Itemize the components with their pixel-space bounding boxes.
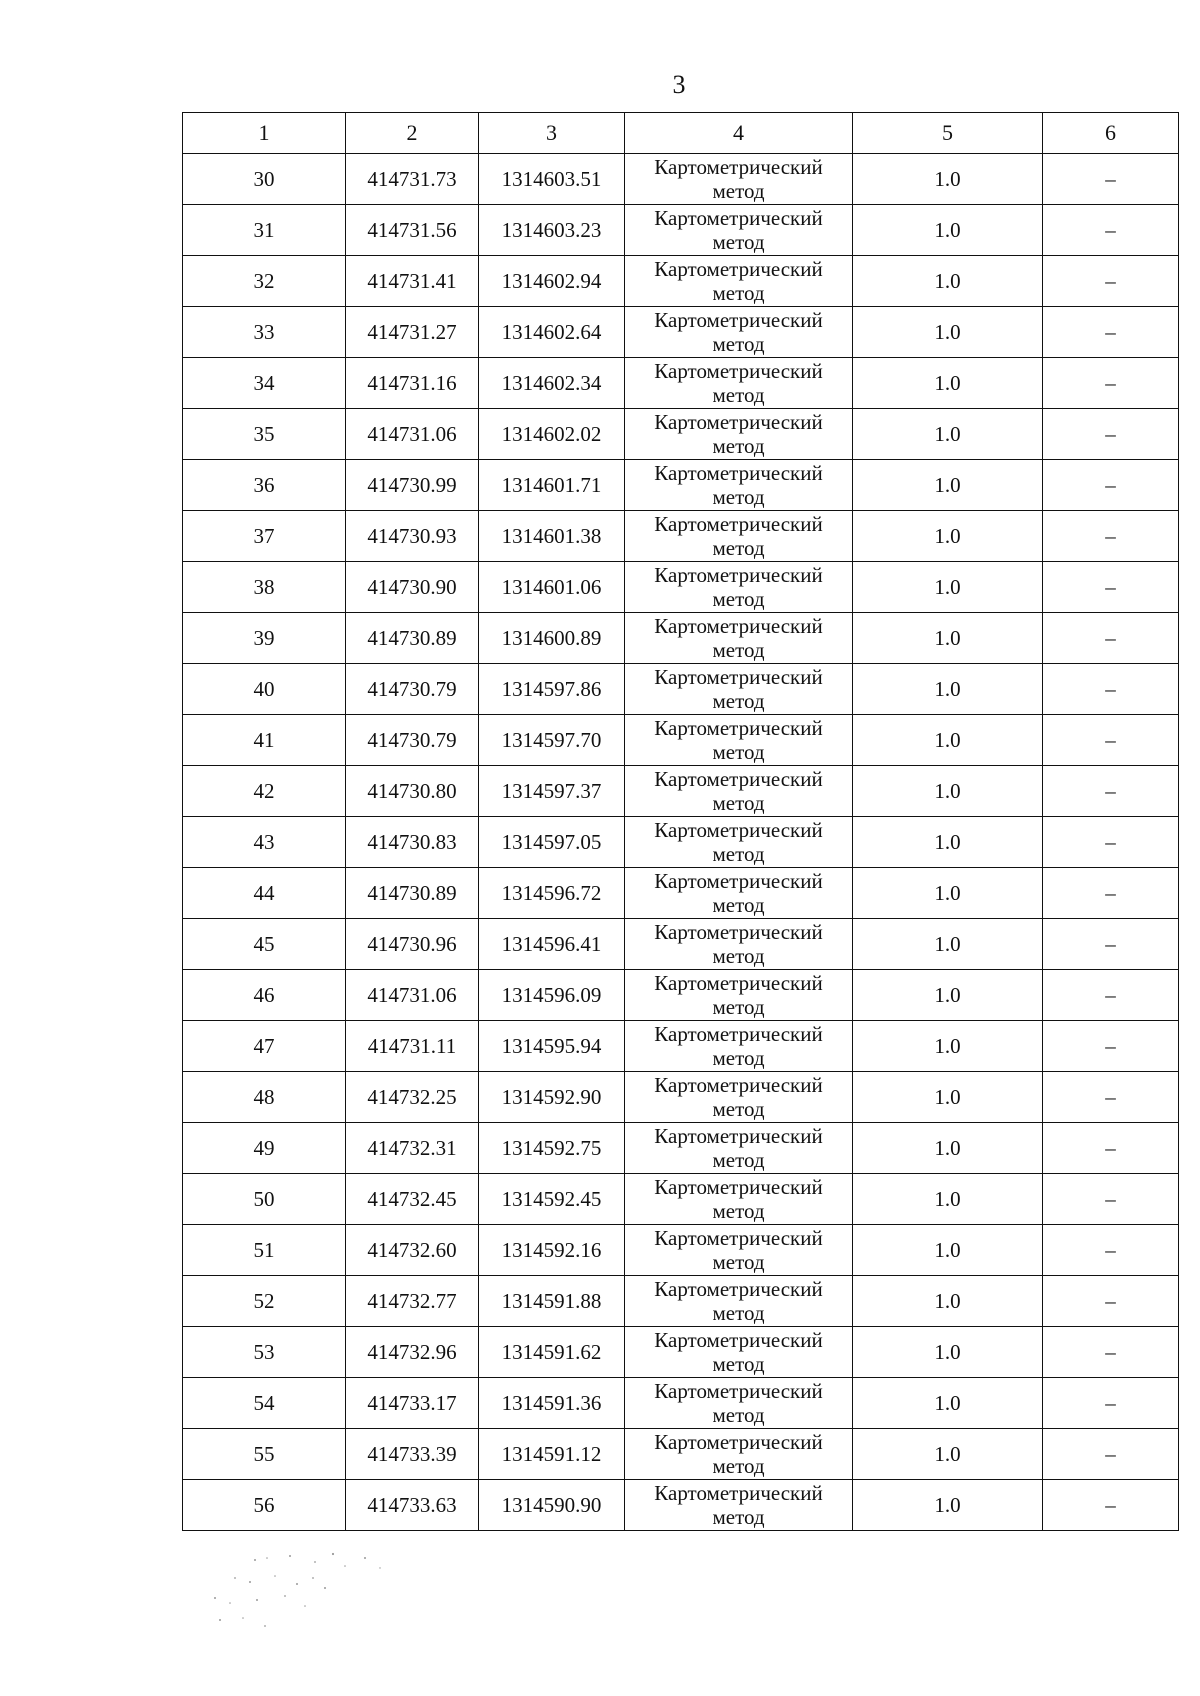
accuracy-cell: 1.0 <box>853 919 1043 970</box>
note-cell: – <box>1043 1276 1179 1327</box>
table-row <box>183 1174 1179 1225</box>
table-row <box>183 1429 1179 1480</box>
accuracy-cell: 1.0 <box>853 868 1043 919</box>
method-cell <box>625 664 853 715</box>
method-line-1: Картометрический <box>654 563 823 587</box>
method-line-1: Картометрический <box>654 665 823 689</box>
point-number-cell: 50 <box>183 1174 346 1225</box>
method-line-2: метод <box>712 230 765 254</box>
table-header-row <box>183 113 1179 154</box>
method-line-2: метод <box>712 1403 765 1427</box>
scan-speckle-mark <box>195 1548 455 1638</box>
x-coordinate-cell: 414730.79 <box>346 715 479 766</box>
accuracy-cell: 1.0 <box>853 970 1043 1021</box>
coordinates-table <box>182 112 1179 1531</box>
point-number-cell: 39 <box>183 613 346 664</box>
x-coordinate-cell: 414730.79 <box>346 664 479 715</box>
method-cell <box>625 1225 853 1276</box>
y-coordinate-cell: 1314603.51 <box>479 154 625 205</box>
point-number-cell: 31 <box>183 205 346 256</box>
y-coordinate-cell: 1314591.12 <box>479 1429 625 1480</box>
accuracy-cell: 1.0 <box>853 1327 1043 1378</box>
y-coordinate-cell: 1314592.90 <box>479 1072 625 1123</box>
y-coordinate-cell: 1314595.94 <box>479 1021 625 1072</box>
y-coordinate-cell: 1314597.05 <box>479 817 625 868</box>
method-line-1: Картометрический <box>654 716 823 740</box>
note-cell: – <box>1043 1225 1179 1276</box>
method-line-2: метод <box>712 893 765 917</box>
note-cell: – <box>1043 919 1179 970</box>
method-cell <box>625 460 853 511</box>
method-line-1: Картометрический <box>654 1124 823 1148</box>
method-line-1: Картометрический <box>654 818 823 842</box>
y-coordinate-cell: 1314591.62 <box>479 1327 625 1378</box>
x-coordinate-cell: 414732.31 <box>346 1123 479 1174</box>
table-row <box>183 1123 1179 1174</box>
x-coordinate-cell: 414730.89 <box>346 613 479 664</box>
method-line-2: метод <box>712 1148 765 1172</box>
column-header-5: 5 <box>853 113 1043 154</box>
method-line-2: метод <box>712 842 765 866</box>
method-line-1: Картометрический <box>654 1328 823 1352</box>
note-cell: – <box>1043 817 1179 868</box>
accuracy-cell: 1.0 <box>853 1123 1043 1174</box>
method-cell <box>625 1021 853 1072</box>
table-row <box>183 766 1179 817</box>
method-line-2: метод <box>712 434 765 458</box>
method-line-1: Картометрический <box>654 1481 823 1505</box>
x-coordinate-cell: 414732.77 <box>346 1276 479 1327</box>
table-row <box>183 460 1179 511</box>
method-cell <box>625 766 853 817</box>
x-coordinate-cell: 414733.39 <box>346 1429 479 1480</box>
y-coordinate-cell: 1314597.37 <box>479 766 625 817</box>
x-coordinate-cell: 414732.96 <box>346 1327 479 1378</box>
point-number-cell: 37 <box>183 511 346 562</box>
method-cell <box>625 409 853 460</box>
point-number-cell: 48 <box>183 1072 346 1123</box>
table-row <box>183 1072 1179 1123</box>
y-coordinate-cell: 1314602.64 <box>479 307 625 358</box>
note-cell: – <box>1043 868 1179 919</box>
method-cell <box>625 511 853 562</box>
x-coordinate-cell: 414731.73 <box>346 154 479 205</box>
point-number-cell: 46 <box>183 970 346 1021</box>
method-cell <box>625 562 853 613</box>
method-line-2: метод <box>712 1505 765 1529</box>
method-line-2: метод <box>712 689 765 713</box>
method-line-2: метод <box>712 1352 765 1376</box>
y-coordinate-cell: 1314590.90 <box>479 1480 625 1531</box>
note-cell: – <box>1043 1072 1179 1123</box>
y-coordinate-cell: 1314592.16 <box>479 1225 625 1276</box>
accuracy-cell: 1.0 <box>853 1174 1043 1225</box>
method-line-1: Картометрический <box>654 1226 823 1250</box>
method-cell <box>625 919 853 970</box>
y-coordinate-cell: 1314591.36 <box>479 1378 625 1429</box>
accuracy-cell: 1.0 <box>853 1378 1043 1429</box>
accuracy-cell: 1.0 <box>853 409 1043 460</box>
note-cell: – <box>1043 358 1179 409</box>
x-coordinate-cell: 414730.90 <box>346 562 479 613</box>
method-cell <box>625 1429 853 1480</box>
accuracy-cell: 1.0 <box>853 1480 1043 1531</box>
method-cell <box>625 358 853 409</box>
method-line-2: метод <box>712 332 765 356</box>
method-line-1: Картометрический <box>654 614 823 638</box>
method-line-2: метод <box>712 1097 765 1121</box>
x-coordinate-cell: 414731.41 <box>346 256 479 307</box>
x-coordinate-cell: 414732.25 <box>346 1072 479 1123</box>
accuracy-cell: 1.0 <box>853 1072 1043 1123</box>
method-cell <box>625 613 853 664</box>
x-coordinate-cell: 414732.45 <box>346 1174 479 1225</box>
table-body <box>183 154 1179 1531</box>
y-coordinate-cell: 1314601.06 <box>479 562 625 613</box>
y-coordinate-cell: 1314600.89 <box>479 613 625 664</box>
method-line-2: метод <box>712 1454 765 1478</box>
method-line-2: метод <box>712 995 765 1019</box>
y-coordinate-cell: 1314601.71 <box>479 460 625 511</box>
y-coordinate-cell: 1314592.75 <box>479 1123 625 1174</box>
column-header-1: 1 <box>183 113 346 154</box>
accuracy-cell: 1.0 <box>853 154 1043 205</box>
point-number-cell: 40 <box>183 664 346 715</box>
method-line-1: Картометрический <box>654 1277 823 1301</box>
y-coordinate-cell: 1314602.02 <box>479 409 625 460</box>
point-number-cell: 33 <box>183 307 346 358</box>
y-coordinate-cell: 1314596.09 <box>479 970 625 1021</box>
point-number-cell: 38 <box>183 562 346 613</box>
note-cell: – <box>1043 664 1179 715</box>
method-line-2: метод <box>712 179 765 203</box>
x-coordinate-cell: 414732.60 <box>346 1225 479 1276</box>
point-number-cell: 51 <box>183 1225 346 1276</box>
accuracy-cell: 1.0 <box>853 613 1043 664</box>
point-number-cell: 49 <box>183 1123 346 1174</box>
table-row <box>183 307 1179 358</box>
table-row <box>183 970 1179 1021</box>
table-row <box>183 715 1179 766</box>
method-cell <box>625 1072 853 1123</box>
y-coordinate-cell: 1314597.70 <box>479 715 625 766</box>
x-coordinate-cell: 414733.17 <box>346 1378 479 1429</box>
x-coordinate-cell: 414731.16 <box>346 358 479 409</box>
method-line-2: метод <box>712 383 765 407</box>
table-row <box>183 256 1179 307</box>
method-cell <box>625 1327 853 1378</box>
point-number-cell: 52 <box>183 1276 346 1327</box>
accuracy-cell: 1.0 <box>853 511 1043 562</box>
note-cell: – <box>1043 970 1179 1021</box>
method-cell <box>625 1174 853 1225</box>
table-row <box>183 919 1179 970</box>
method-cell <box>625 715 853 766</box>
point-number-cell: 56 <box>183 1480 346 1531</box>
method-line-1: Картометрический <box>654 206 823 230</box>
method-cell <box>625 1480 853 1531</box>
method-line-2: метод <box>712 536 765 560</box>
point-number-cell: 55 <box>183 1429 346 1480</box>
method-line-1: Картометрический <box>654 1430 823 1454</box>
note-cell: – <box>1043 307 1179 358</box>
method-line-2: метод <box>712 281 765 305</box>
method-line-1: Картометрический <box>654 1073 823 1097</box>
note-cell: – <box>1043 409 1179 460</box>
x-coordinate-cell: 414731.06 <box>346 970 479 1021</box>
y-coordinate-cell: 1314592.45 <box>479 1174 625 1225</box>
method-cell <box>625 868 853 919</box>
y-coordinate-cell: 1314596.72 <box>479 868 625 919</box>
accuracy-cell: 1.0 <box>853 358 1043 409</box>
table-row <box>183 1480 1179 1531</box>
method-cell <box>625 1276 853 1327</box>
method-line-1: Картометрический <box>654 155 823 179</box>
accuracy-cell: 1.0 <box>853 766 1043 817</box>
method-line-1: Картометрический <box>654 1175 823 1199</box>
accuracy-cell: 1.0 <box>853 1225 1043 1276</box>
x-coordinate-cell: 414730.89 <box>346 868 479 919</box>
y-coordinate-cell: 1314602.94 <box>479 256 625 307</box>
point-number-cell: 44 <box>183 868 346 919</box>
y-coordinate-cell: 1314602.34 <box>479 358 625 409</box>
table-row <box>183 1021 1179 1072</box>
note-cell: – <box>1043 562 1179 613</box>
method-line-1: Картометрический <box>654 410 823 434</box>
point-number-cell: 43 <box>183 817 346 868</box>
note-cell: – <box>1043 715 1179 766</box>
note-cell: – <box>1043 1327 1179 1378</box>
method-line-1: Картометрический <box>654 461 823 485</box>
note-cell: – <box>1043 1021 1179 1072</box>
method-cell <box>625 307 853 358</box>
accuracy-cell: 1.0 <box>853 1429 1043 1480</box>
method-line-2: метод <box>712 587 765 611</box>
accuracy-cell: 1.0 <box>853 1276 1043 1327</box>
y-coordinate-cell: 1314591.88 <box>479 1276 625 1327</box>
point-number-cell: 42 <box>183 766 346 817</box>
accuracy-cell: 1.0 <box>853 307 1043 358</box>
accuracy-cell: 1.0 <box>853 664 1043 715</box>
note-cell: – <box>1043 1378 1179 1429</box>
note-cell: – <box>1043 154 1179 205</box>
method-cell <box>625 154 853 205</box>
column-header-3: 3 <box>479 113 625 154</box>
x-coordinate-cell: 414731.11 <box>346 1021 479 1072</box>
table-row <box>183 1225 1179 1276</box>
note-cell: – <box>1043 460 1179 511</box>
accuracy-cell: 1.0 <box>853 562 1043 613</box>
x-coordinate-cell: 414731.06 <box>346 409 479 460</box>
table-row <box>183 511 1179 562</box>
method-line-2: метод <box>712 485 765 509</box>
y-coordinate-cell: 1314597.86 <box>479 664 625 715</box>
point-number-cell: 53 <box>183 1327 346 1378</box>
note-cell: – <box>1043 256 1179 307</box>
accuracy-cell: 1.0 <box>853 460 1043 511</box>
point-number-cell: 30 <box>183 154 346 205</box>
method-line-1: Картометрический <box>654 920 823 944</box>
table-row <box>183 154 1179 205</box>
method-line-2: метод <box>712 740 765 764</box>
accuracy-cell: 1.0 <box>853 715 1043 766</box>
method-line-1: Картометрический <box>654 308 823 332</box>
note-cell: – <box>1043 1123 1179 1174</box>
accuracy-cell: 1.0 <box>853 256 1043 307</box>
method-line-1: Картометрический <box>654 1379 823 1403</box>
x-coordinate-cell: 414731.56 <box>346 205 479 256</box>
note-cell: – <box>1043 1480 1179 1531</box>
x-coordinate-cell: 414730.93 <box>346 511 479 562</box>
method-line-1: Картометрический <box>654 1022 823 1046</box>
method-line-1: Картометрический <box>654 971 823 995</box>
method-line-1: Картометрический <box>654 767 823 791</box>
method-cell <box>625 256 853 307</box>
table-row <box>183 817 1179 868</box>
note-cell: – <box>1043 511 1179 562</box>
accuracy-cell: 1.0 <box>853 205 1043 256</box>
note-cell: – <box>1043 1174 1179 1225</box>
point-number-cell: 54 <box>183 1378 346 1429</box>
column-header-4: 4 <box>625 113 853 154</box>
table-row <box>183 562 1179 613</box>
x-coordinate-cell: 414730.99 <box>346 460 479 511</box>
x-coordinate-cell: 414733.63 <box>346 1480 479 1531</box>
y-coordinate-cell: 1314601.38 <box>479 511 625 562</box>
page-number: 3 <box>672 70 686 99</box>
point-number-cell: 47 <box>183 1021 346 1072</box>
note-cell: – <box>1043 613 1179 664</box>
point-number-cell: 41 <box>183 715 346 766</box>
method-line-2: метод <box>712 638 765 662</box>
method-line-2: метод <box>712 1301 765 1325</box>
method-line-1: Картометрический <box>654 869 823 893</box>
table-row <box>183 1327 1179 1378</box>
x-coordinate-cell: 414730.83 <box>346 817 479 868</box>
note-cell: – <box>1043 205 1179 256</box>
method-line-1: Картометрический <box>654 257 823 281</box>
method-line-2: метод <box>712 791 765 815</box>
point-number-cell: 35 <box>183 409 346 460</box>
method-line-2: метод <box>712 944 765 968</box>
note-cell: – <box>1043 1429 1179 1480</box>
x-coordinate-cell: 414731.27 <box>346 307 479 358</box>
x-coordinate-cell: 414730.80 <box>346 766 479 817</box>
y-coordinate-cell: 1314603.23 <box>479 205 625 256</box>
table-row <box>183 1276 1179 1327</box>
point-number-cell: 36 <box>183 460 346 511</box>
table-row <box>183 1378 1179 1429</box>
table-row <box>183 613 1179 664</box>
method-cell <box>625 817 853 868</box>
point-number-cell: 34 <box>183 358 346 409</box>
method-cell <box>625 205 853 256</box>
column-header-2: 2 <box>346 113 479 154</box>
accuracy-cell: 1.0 <box>853 817 1043 868</box>
method-cell <box>625 1378 853 1429</box>
method-line-1: Картометрический <box>654 512 823 536</box>
point-number-cell: 45 <box>183 919 346 970</box>
table-row <box>183 409 1179 460</box>
column-header-6: 6 <box>1043 113 1179 154</box>
method-cell <box>625 1123 853 1174</box>
y-coordinate-cell: 1314596.41 <box>479 919 625 970</box>
table-row <box>183 205 1179 256</box>
method-line-2: метод <box>712 1046 765 1070</box>
table-row <box>183 664 1179 715</box>
method-line-2: метод <box>712 1250 765 1274</box>
table-row <box>183 358 1179 409</box>
x-coordinate-cell: 414730.96 <box>346 919 479 970</box>
method-line-1: Картометрический <box>654 359 823 383</box>
method-cell <box>625 970 853 1021</box>
point-number-cell: 32 <box>183 256 346 307</box>
accuracy-cell: 1.0 <box>853 1021 1043 1072</box>
note-cell: – <box>1043 766 1179 817</box>
table-row <box>183 868 1179 919</box>
method-line-2: метод <box>712 1199 765 1223</box>
